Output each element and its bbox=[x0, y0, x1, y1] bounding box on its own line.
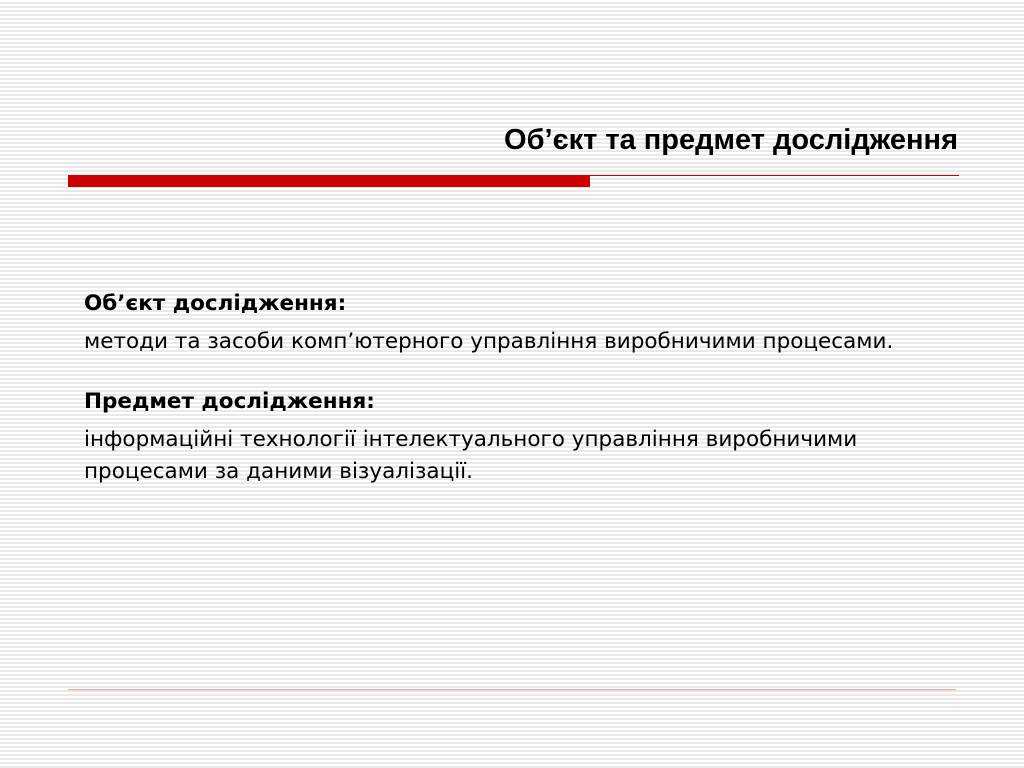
research-subject-text: інформаційні технології інтелектуального управління виробничими процесами за даними візуалізації. bbox=[84, 427, 858, 484]
research-object-text: методи та засоби комп’ютерного управління виробничими процесами. bbox=[84, 329, 894, 354]
title-underline-thin bbox=[590, 175, 959, 176]
footer-divider bbox=[68, 689, 956, 691]
research-subject-block bbox=[84, 386, 904, 488]
research-object-block bbox=[84, 288, 904, 358]
research-subject-heading: Предмет дослідження: bbox=[84, 389, 375, 414]
research-object-heading: Об’єкт дослідження: bbox=[84, 291, 347, 316]
slide-content bbox=[84, 288, 904, 488]
title-underline-thick bbox=[68, 175, 590, 187]
slide-title: Об’єкт та предмет дослідження bbox=[504, 124, 958, 156]
